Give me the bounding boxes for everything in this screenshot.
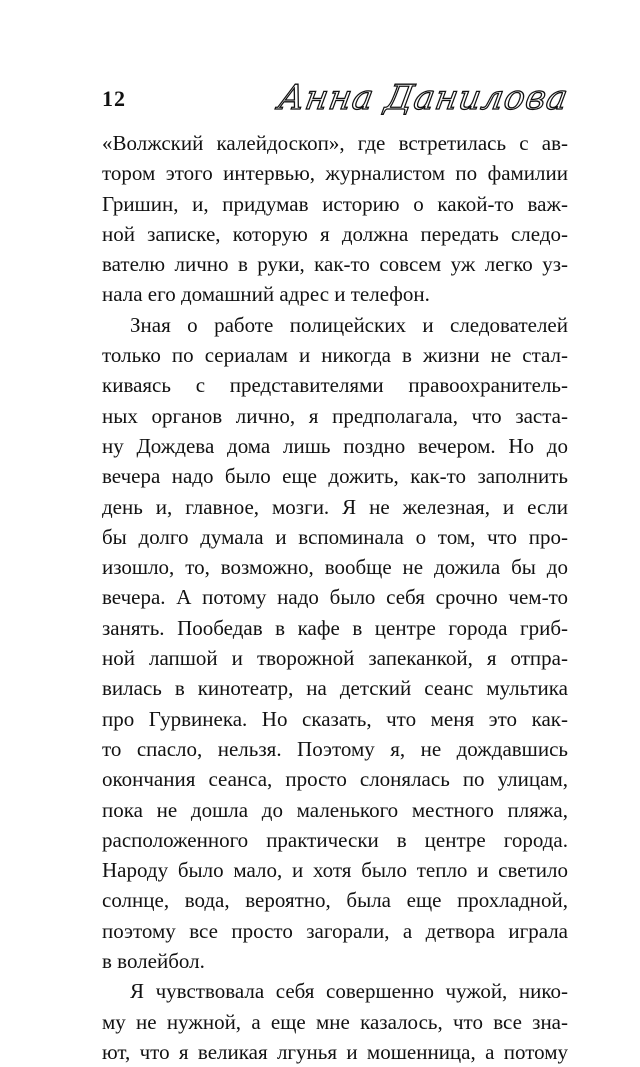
page-number: 12 xyxy=(102,86,126,111)
text-line: день и, главное, мозги. Я не железная, и если xyxy=(102,494,568,519)
text-line: ной записке, которую я должна передать следо- xyxy=(102,221,568,246)
text-line: ну Дождева дома лишь поздно вечером. Но до xyxy=(102,433,568,458)
body-text xyxy=(102,128,568,1067)
text-line: про Гурвинека. Но сказать, что меня это как- xyxy=(102,706,568,731)
text-line: ных органов лично, я предполагала, что заста- xyxy=(102,403,568,428)
text-line: вилась в кинотеатр, на детский сеанс мультика xyxy=(102,676,568,701)
text-line: ной лапшой и творожной запеканкой, я отпра- xyxy=(102,646,568,671)
page-header xyxy=(102,78,572,124)
text-line: ют, что я великая лгунья и мошенница, а потому xyxy=(102,1039,568,1064)
author-name: Анна Данилова xyxy=(275,78,572,118)
text-line: тором этого интервью, журналистом по фамилии xyxy=(102,161,568,186)
text-line: только по сериалам и никогда в жизни не стал- xyxy=(102,343,568,368)
text-line: вателю лично в руки, как-то совсем уж легко уз- xyxy=(102,252,568,277)
text-line: Гришин, и, придумав историю о какой-то важ- xyxy=(102,191,568,216)
text-line: бы долго думала и вспоминала о том, что про- xyxy=(102,524,568,549)
text-line: Зная о работе полицейских и следователей xyxy=(130,312,568,337)
text-line: расположенного практически в центре города. xyxy=(102,827,568,852)
text-line: изошло, то, возможно, вообще не дожила бы до xyxy=(102,555,568,580)
text-line: окончания сеанса, просто слонялась по улицам, xyxy=(102,767,568,792)
text-line: вечера надо было еще дожить, как-то заполнить xyxy=(102,464,568,489)
text-line: поэтому все просто загорали, а детвора играла xyxy=(102,918,568,943)
text-line: в волейбол. xyxy=(102,949,205,974)
text-line: Я чувствовала себя совершенно чужой, нико- xyxy=(130,979,568,1004)
text-line: «Волжский калейдоскоп», где встретилась с ав- xyxy=(102,131,568,155)
paragraph xyxy=(102,310,568,977)
text-line: занять. Пообедав в кафе в центре города гриб- xyxy=(102,615,568,640)
text-line: нала его домашний адрес и телефон. xyxy=(102,282,430,307)
text-line: вечера. А потому надо было себя срочно чем-то xyxy=(102,585,568,610)
text-line: Народу было мало, и хотя было тепло и светило xyxy=(102,858,568,883)
text-line: то спасло, нельзя. Поэтому я, не дождавшись xyxy=(102,736,568,761)
text-line: му не нужной, а еще мне казалось, что все зна- xyxy=(102,1009,568,1034)
text-line: киваясь с представителями правоохранитель- xyxy=(102,373,568,398)
text-line: пока не дошла до маленького местного пляжа, xyxy=(102,797,568,822)
paragraph xyxy=(102,976,568,1067)
text-line: солнце, вода, вероятно, была еще прохладной, xyxy=(102,888,568,913)
paragraph xyxy=(102,128,568,310)
